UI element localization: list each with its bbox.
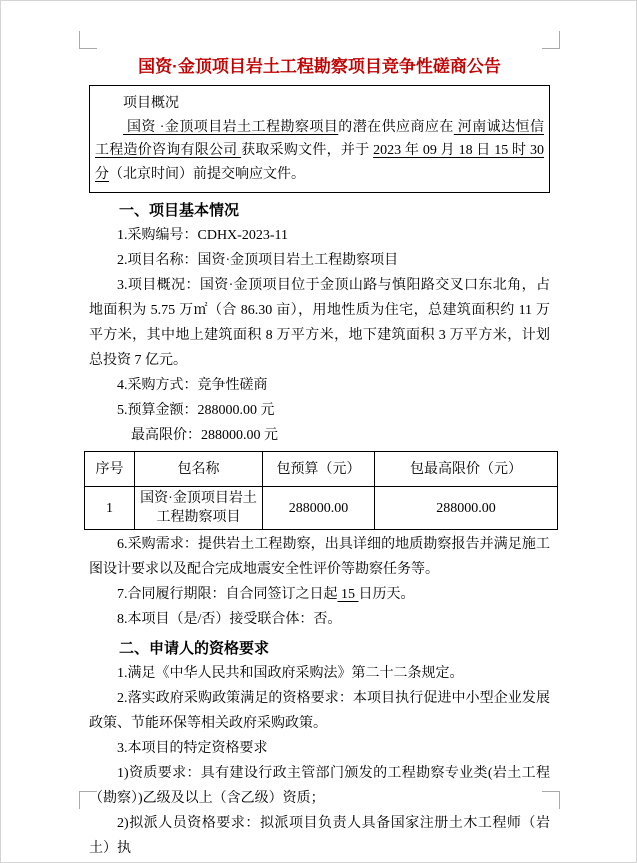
text-segment: 的潜在供应商应在: [338, 119, 454, 135]
paragraph-line: [89, 248, 550, 273]
text-segment: 获取采购文件，并于: [241, 143, 374, 158]
paragraph-line: [89, 761, 550, 811]
section2-items: [89, 661, 550, 861]
table-header-cell: 序号: [85, 452, 135, 487]
text-segment: 1.采购编号：CDHX-2023-11: [117, 228, 288, 243]
section1-heading: 一、项目基本情况: [119, 202, 240, 219]
paragraph-line: [89, 736, 550, 761]
text-segment: 1.满足《中华人民共和国政府采购法》第二十二条规定。: [117, 666, 464, 681]
paragraph-line: [89, 661, 550, 686]
section1-items-after-table: [89, 532, 550, 632]
text-segment: 8.本项目（是/否）接受联合体：否。: [117, 612, 342, 627]
text-segment: 2)拟派人员资格要求：拟派项目负责人具备国家注册土木工程师（岩土）执: [89, 816, 550, 856]
text-segment: 7.合同履行期限：自合同签订之日起: [117, 587, 338, 602]
paragraph-line: [89, 398, 550, 423]
paragraph-line: [89, 686, 550, 736]
section1-items-before-table: [89, 223, 550, 448]
table-header-cell: 包预算（元）: [263, 452, 375, 487]
underlined-text: 国资 ·金顶项目岩土工程勘察项目: [123, 119, 339, 135]
section-applicant-requirements: [89, 636, 550, 861]
text-segment: 1)资质要求：具有建设行政主管部门颁发的工程勘察专业类(岩土工程（勘察）)乙级及以上（含乙级）资质；: [89, 766, 550, 806]
paragraph-line: [89, 423, 550, 448]
underlined-text: 15: [337, 587, 359, 602]
text-segment: 3.项目概况：国资·金顶项目位于金顶山路与慎阳路交叉口东北角，占地面积为 5.75 万㎡（合 86.30 亩），用地性质为住宅，总建筑面积约 11 万平方米，其中地上建筑面积 8 万平方米，地下建筑面积 3 万平方米，计划总投资 7 亿元。: [89, 278, 550, 368]
text-segment: 3.本项目的特定资格要求: [117, 741, 268, 756]
text-segment: 日历天。: [358, 587, 415, 602]
paragraph-line: [89, 223, 550, 248]
paragraph-line: [89, 273, 550, 373]
text-segment: 2.项目名称：国资·金顶项目岩土工程勘察项目: [117, 253, 399, 268]
section-basic-info: [89, 198, 550, 632]
text-segment: 5.预算金额：288000.00 元: [117, 403, 275, 418]
text-segment: 最高限价：288000.00 元: [131, 428, 278, 443]
overview-heading: 项目概况: [123, 96, 179, 111]
text-segment: 4.采购方式：竞争性磋商: [117, 378, 268, 393]
table-cell: 1: [85, 487, 135, 530]
text-segment: 2.落实政府采购政策满足的资格要求：本项目执行促进中小型企业发展政策、节能环保等相关政府采购政策。: [89, 691, 550, 731]
paragraph-line: [89, 373, 550, 398]
paragraph-line: [89, 811, 550, 861]
table-row: [85, 487, 558, 530]
packages-table-head: [85, 452, 558, 487]
table-header-cell: 包最高限价（元）: [375, 452, 558, 487]
paragraph-line: [89, 607, 550, 632]
table-header-row: [85, 452, 558, 487]
text-segment: （北京时间）前提交响应文件。: [109, 166, 305, 182]
table-cell: 288000.00: [375, 487, 558, 530]
overview-paragraph: [95, 116, 544, 187]
packages-table: [84, 451, 558, 530]
table-cell: 国资·金顶项目岩土工程勘察项目: [135, 487, 263, 530]
section2-heading: 二、申请人的资格要求: [119, 640, 270, 657]
page-title: 国资·金顶项目岩土工程勘察项目竞争性磋商公告: [138, 57, 501, 76]
page-content: [89, 1, 550, 861]
overview-box: [89, 85, 550, 193]
paragraph-line: [89, 532, 550, 582]
table-header-cell: 包名称: [135, 452, 263, 487]
paragraph-line: [89, 582, 550, 607]
underlined-text: 2023 年 09 月 18 日 15 时 30 分: [95, 143, 545, 182]
text-segment: 6.采购需求：提供岩土工程勘察，出具详细的地质勘察报告并满足施工图设计要求以及配合完成地震安全性评价等勘察任务等。: [89, 537, 550, 577]
underlined-text: 河南诚达恒信工程造价咨询有限公司: [95, 119, 545, 158]
packages-table-body: [85, 487, 558, 530]
table-cell: 288000.00: [263, 487, 375, 530]
